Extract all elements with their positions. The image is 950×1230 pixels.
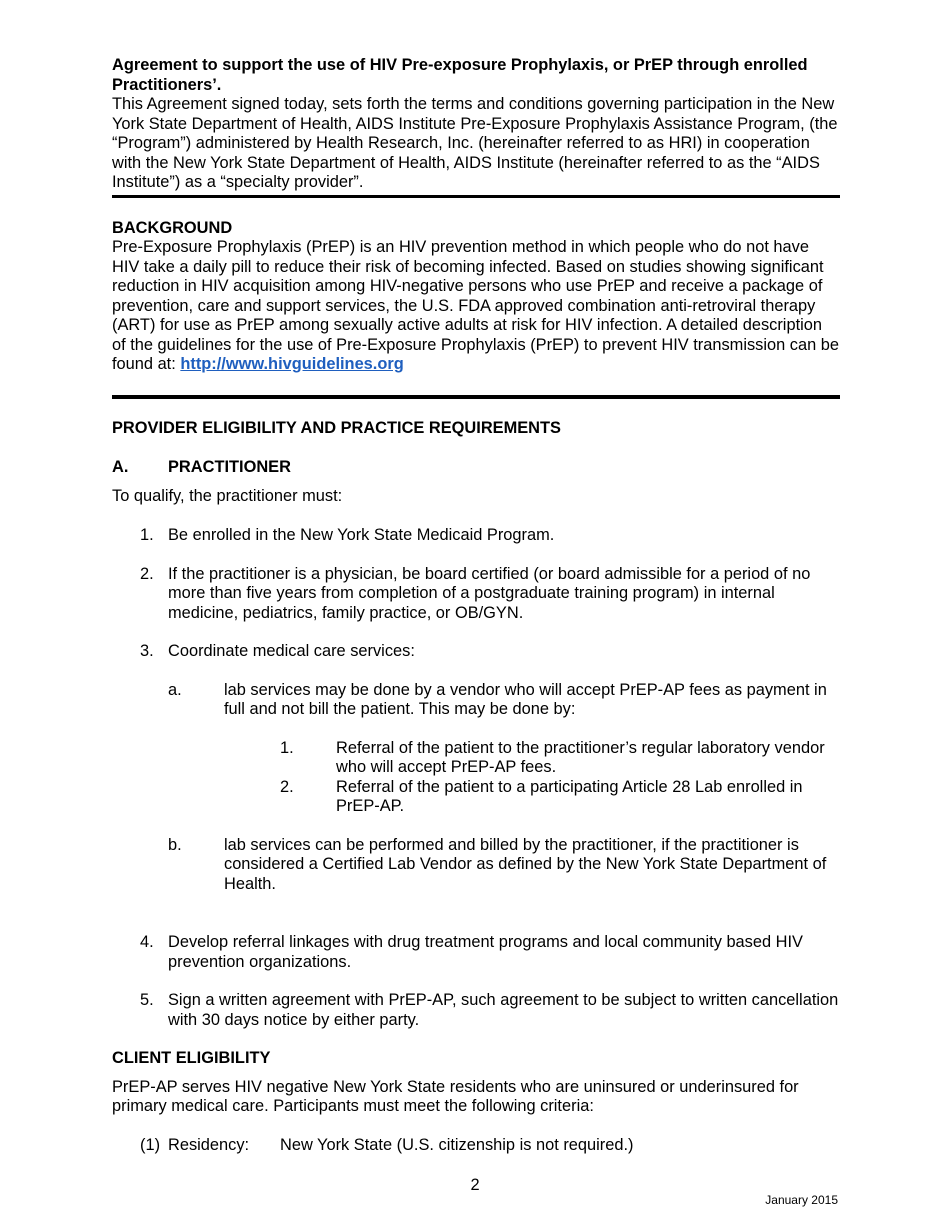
- section-a-letter: A.: [112, 458, 129, 476]
- residency-criterion: (1) Residency: New York State (U.S. citizenship is not required.): [140, 1135, 634, 1154]
- list-item: 5. Sign a written agreement with PrEP-AP, such agreement to be subject to written cancellation with 30 days notice by either party.: [140, 991, 839, 1029]
- list-item: 2. If the practitioner is a physician, be board certified (or board admissible for a period of no more than five years from completion of a postgraduate training program) in internal medicine, pediatrics, family practice, or OB/GYN.: [140, 564, 811, 622]
- list-item: 4. Develop referral linkages with drug treatment programs and local community based HIV prevention organizations.: [140, 933, 803, 971]
- sub-item-b: b. lab services can be performed and billed by the practitioner, if the practitioner is considered a Certified Lab Vendor as defined by the New York State Department of Health.: [168, 835, 827, 893]
- background-body: [112, 238, 840, 375]
- practitioner-intro: To qualify, the practitioner must:: [112, 486, 343, 505]
- divider: [112, 395, 840, 399]
- sub-option: 1. Referral of the patient to the practitioner’s regular laboratory vendor who will accept PrEP-AP fees.: [280, 738, 825, 776]
- client-body: PrEP-AP serves HIV negative New York State residents who are uninsured or underinsured for primary medical care. Participants must meet the following criteria:: [112, 1077, 799, 1115]
- list-item: 1. Be enrolled in the New York State Medicaid Program.: [140, 526, 555, 544]
- page-number: 2: [470, 1176, 480, 1194]
- provider-heading: PROVIDER ELIGIBILITY AND PRACTICE REQUIREMENTS: [112, 418, 561, 437]
- section-a-heading: [112, 458, 840, 478]
- section-a-title: PRACTITIONER: [168, 458, 291, 476]
- footer-date: January 2015: [765, 1193, 838, 1207]
- client-heading: CLIENT ELIGIBILITY: [112, 1049, 271, 1067]
- hivguidelines-link[interactable]: http://www.hivguidelines.org: [180, 355, 404, 373]
- document-page: [112, 56, 840, 1155]
- list-item: 3. Coordinate medical care services:: [140, 642, 415, 660]
- sub-option: 2. Referral of the patient to a participating Article 28 Lab enrolled in PrEP-AP.: [280, 777, 803, 815]
- divider: [112, 195, 840, 198]
- agreement-title: Agreement to support the use of HIV Pre-exposure Prophylaxis, or PrEP through enrolled Practitioners’.: [112, 56, 808, 94]
- background-text: Pre-Exposure Prophylaxis (PrEP) is an HIV prevention method in which people who do not have HIV take a daily pill to reduce their risk of becoming infected. Based on studies showing significant reduction in HIV acquisition among HIV-negative persons who use PrEP and receive a package of prevention, care and support services, the U.S. FDA approved combination anti-retroviral therapy (ART) for use as PrEP among sexually active adults at risk for HIV infection. A detailed description of the guidelines for the use of Pre-Exposure Prophylaxis (PrEP) to prevent HIV transmission can be found at:: [112, 238, 840, 373]
- agreement-intro: This Agreement signed today, sets forth the terms and conditions governing participation in the New York State Department of Health, AIDS Institute Pre-Exposure Prophylaxis Assistance Program, (the “Program”) administered by Health Research, Inc. (hereinafter referred to as HRI) in cooperation with the New York State Department of Health, AIDS Institute (hereinafter referred to as the “AIDS Institute”) as a “specialty provider”.: [112, 95, 838, 191]
- background-heading: BACKGROUND: [112, 218, 233, 237]
- sub-item-a: a. lab services may be done by a vendor who will accept PrEP-AP fees as payment in full and not bill the patient. This may be done by:: [168, 680, 827, 718]
